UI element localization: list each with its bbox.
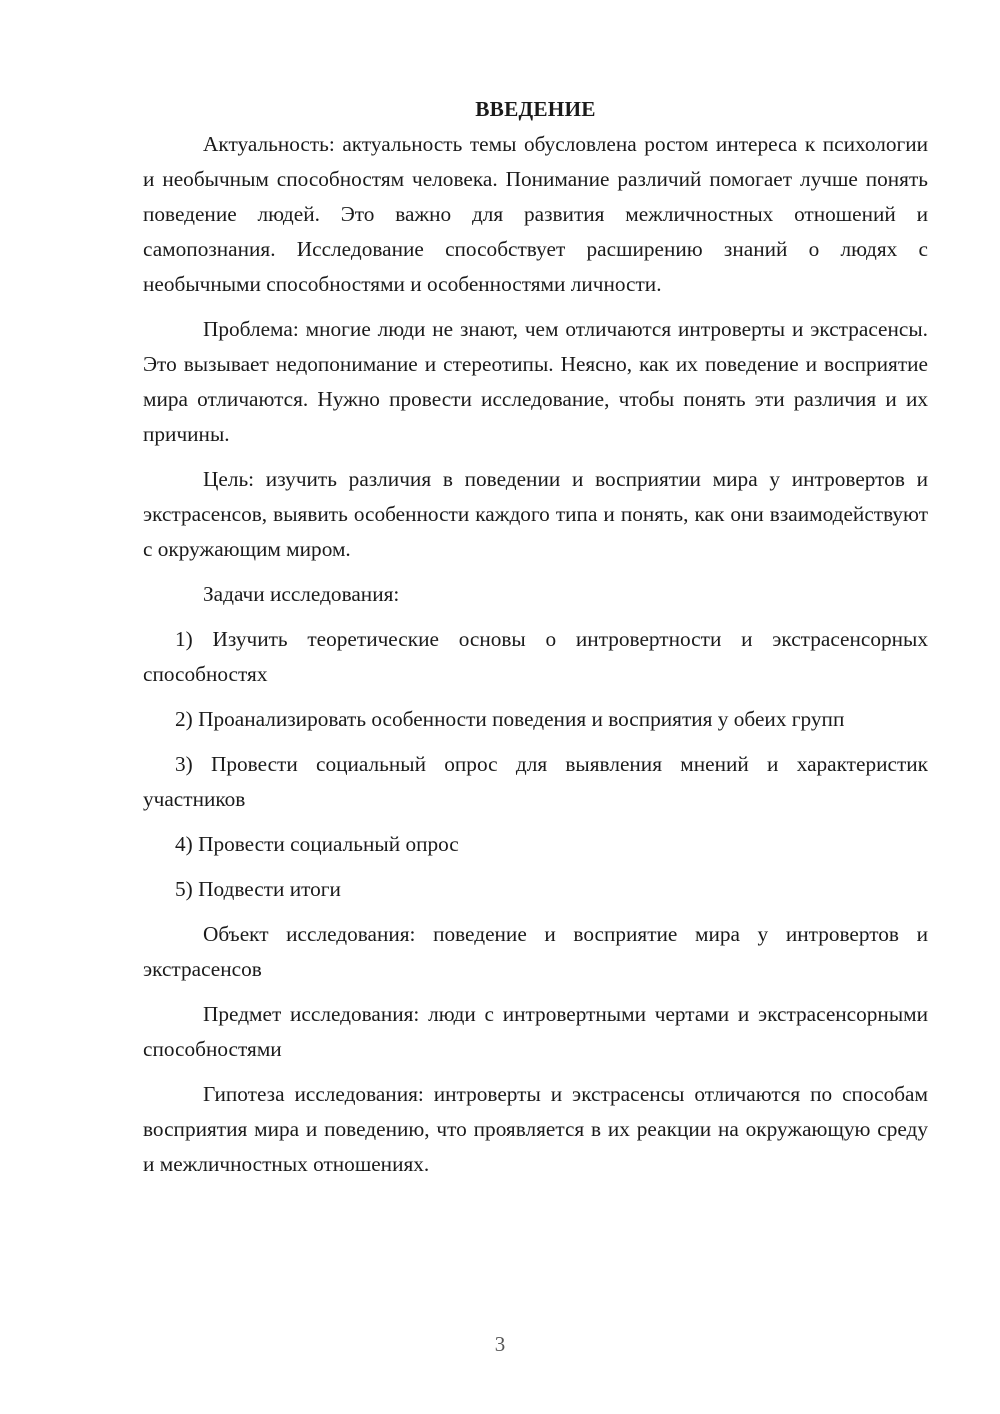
hypothesis-paragraph: Гипотеза исследования: интроверты и экстрасенсы отличаются по способам восприятия мира и поведению, что проявляется в их реакции на окружающую среду и межличностных отношениях. [143,1082,928,1176]
task-item-3: 3) Провести социальный опрос для выявления мнений и характеристик участников [143,752,928,811]
tasks-heading: Задачи исследования: [203,582,400,606]
subject-paragraph: Предмет исследования: люди с интровертными чертами и экстрасенсорными способностями [143,1002,928,1061]
relevance-paragraph: Актуальность: актуальность темы обусловлена ростом интереса к психологии и необычным способностям человека. Понимание различий помогает лучше понять поведение людей. Это важно для развития межличностных отношений и самопознания. Исследование способствует расширению знаний о людях с необычными способностями и особенностями личности. [143,132,928,296]
task-item-5: 5) Подвести итоги [175,877,341,901]
page-title: ВВЕДЕНИЕ [475,97,596,121]
task-item-1: 1) Изучить теоретические основы о интровертности и экстрасенсорных способностях [143,627,928,686]
page-number: 3 [494,1332,506,1356]
document-page [143,92,928,1182]
object-paragraph: Объект исследования: поведение и восприятие мира у интровертов и экстрасенсов [143,922,928,981]
task-item-2: 2) Проанализировать особенности поведения и восприятия у обеих групп [175,707,845,731]
task-item-4: 4) Провести социальный опрос [175,832,459,856]
goal-paragraph: Цель: изучить различия в поведении и восприятии мира у интровертов и экстрасенсов, выявить особенности каждого типа и понять, как они взаимодействуют с окружающим миром. [143,467,928,561]
problem-paragraph: Проблема: многие люди не знают, чем отличаются интроверты и экстрасенсы. Это вызывает недопонимание и стереотипы. Неясно, как их поведение и восприятие мира отличаются. Нужно провести исследование, чтобы понять эти различия и их причины. [143,317,928,446]
